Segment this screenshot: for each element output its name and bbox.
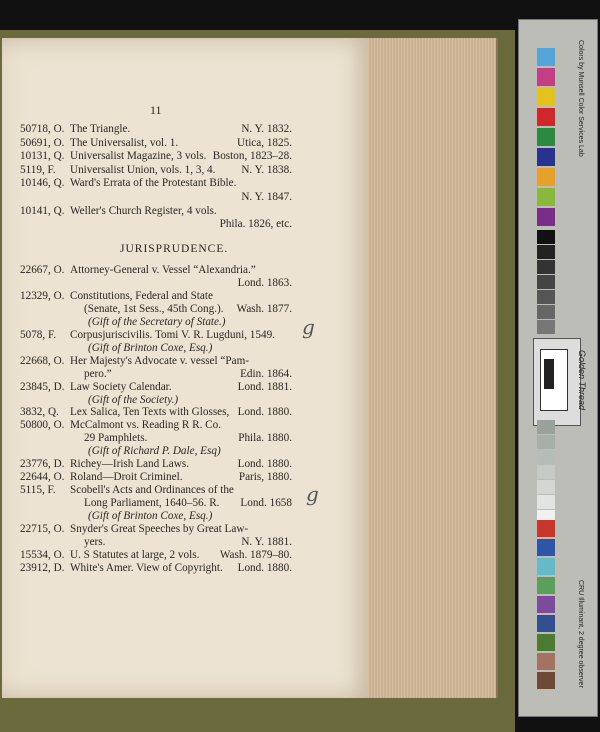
- color-swatch: [537, 558, 555, 575]
- color-swatch: [537, 148, 555, 166]
- color-swatch: [537, 128, 555, 146]
- entry-place-date: Paris, 1880.: [238, 471, 292, 484]
- page-number: 11: [150, 103, 162, 117]
- gray-step: [537, 450, 555, 464]
- entry-title: Weller's Church Register, 4 vols.: [70, 204, 217, 217]
- entry-id: 10141, Q.: [20, 204, 65, 217]
- entry-place-date: Lond. 1881.: [237, 380, 292, 393]
- color-swatch: [537, 672, 555, 689]
- color-swatch: [537, 68, 555, 86]
- entry-place-date: Utica, 1825.: [237, 136, 292, 149]
- entry-place-date: Boston, 1823–28.: [212, 150, 292, 163]
- entry-title: (Gift of Brinton Coxe, Esq.): [88, 341, 213, 354]
- entry-place-date: Wash. 1879–80.: [219, 548, 292, 561]
- color-swatch: [537, 88, 555, 106]
- entry-id: 50691, O.: [20, 136, 65, 149]
- entry-title: Richey—Irish Land Laws.: [70, 458, 189, 471]
- entry-title: The Triangle.: [70, 123, 131, 135]
- entry-title: (Senate, 1st Sess., 45th Cong.).: [84, 302, 224, 315]
- gray-step: [537, 275, 555, 289]
- gray-step: [537, 230, 555, 244]
- entry-place-date: Phila. 1826, etc.: [219, 218, 292, 231]
- entry-title: Roland—Droit Criminel.: [70, 471, 183, 484]
- entry-place-date: Lond. 1880.: [237, 458, 292, 471]
- entry-title: pero.”: [84, 367, 112, 380]
- entry-place-date: Lond. 1658: [240, 497, 292, 510]
- entry-place-date: Lond. 1880.: [237, 561, 292, 574]
- gray-step: [537, 435, 555, 449]
- card-text-upper: Colors by Munsell Color Services Lab: [577, 40, 584, 157]
- entry-title: Scobell's Acts and Ordinances of the: [70, 484, 234, 497]
- color-swatch: [537, 168, 555, 186]
- entry-id: 22667, O.: [20, 264, 65, 276]
- entry-place-date: Lond. 1863.: [237, 276, 292, 289]
- color-swatch: [537, 108, 555, 126]
- gray-step: [537, 245, 555, 259]
- entry-title: Lex Salica, Ten Texts with Glosses,: [70, 406, 230, 419]
- gray-step: [537, 260, 555, 274]
- entry-id: 22644, O.: [20, 471, 65, 484]
- entry-place-date: Edin. 1864.: [240, 367, 292, 380]
- entry-title: McCalmont vs. Reading R R. Co.: [70, 419, 222, 432]
- color-swatch: [537, 596, 555, 613]
- entry-title: (Gift of the Society.): [88, 393, 179, 406]
- color-swatch: [537, 539, 555, 556]
- color-swatch: [537, 615, 555, 632]
- entry-title: The Universalist, vol. 1.: [70, 136, 179, 149]
- entry-id: 3832, Q.: [20, 406, 59, 419]
- color-swatch: [537, 653, 555, 670]
- entry-title: Her Majesty's Advocate v. vessel “Pam-: [70, 354, 249, 367]
- entry-id: 50800, O.: [20, 419, 65, 432]
- entry-id: 5078, F.: [20, 328, 57, 341]
- gray-step: [537, 420, 555, 434]
- entry-id: 22715, O.: [20, 523, 65, 535]
- color-swatch: [537, 634, 555, 651]
- entry-place-date: Wash. 1877.: [236, 302, 292, 315]
- entry-id: 23912, D.: [20, 561, 65, 574]
- entry-title: Law Society Calendar.: [70, 380, 172, 393]
- entry-title: Snyder's Great Speeches by Great Law-: [70, 523, 249, 535]
- entry-id: 12329, O.: [20, 289, 65, 302]
- golden-thread-target: [533, 338, 581, 426]
- entry-id: 23776, D.: [20, 458, 65, 471]
- entry-place-date: Lond. 1880.: [237, 406, 292, 419]
- gray-step: [537, 320, 555, 334]
- gray-step: [537, 290, 555, 304]
- entry-title: (Gift of Brinton Coxe, Esq.): [88, 510, 213, 523]
- section-heading: JURISPRUDENCE.: [120, 243, 229, 255]
- entry-title: (Gift of Richard P. Dale, Esq): [88, 445, 221, 458]
- entry-title: Universalist Union, vols. 1, 3, 4.: [70, 163, 216, 176]
- entry-title: Corpusjuriscivilis. Tomi V. R. Lugduni, 1549.: [70, 328, 275, 341]
- entry-id: 50718, O.: [20, 123, 65, 135]
- entry-title: yers.: [84, 535, 106, 548]
- entry-title: (Gift of the Secretary of State.): [88, 315, 226, 328]
- color-swatch: [537, 188, 555, 206]
- entry-place-date: Phila. 1880.: [238, 432, 292, 445]
- entry-id: 10146, Q.: [20, 177, 65, 190]
- entry-title: 29 Pamphlets.: [84, 432, 148, 445]
- entry-id: 5119, F.: [20, 163, 56, 176]
- entry-title: White's Amer. View of Copyright.: [70, 561, 223, 574]
- entry-id: 5115, F.: [20, 484, 56, 497]
- gray-step: [537, 465, 555, 479]
- entry-id: 10131, Q.: [20, 150, 65, 163]
- card-text-lower: CRU Illuminant, 2 degree observer: [577, 580, 584, 688]
- entry-title: Ward's Errata of the Protestant Bible.: [70, 177, 237, 190]
- entry-title: Constitutions, Federal and State: [70, 289, 213, 302]
- entry-place-date: N. Y. 1881.: [241, 535, 292, 548]
- entry-title: Universalist Magazine, 3 vols.: [70, 150, 207, 163]
- entry-title: Attorney-General v. Vessel “Alexandria.”: [70, 264, 256, 276]
- gray-step: [537, 480, 555, 494]
- gray-step: [537, 495, 555, 509]
- margin-mark: g: [306, 482, 319, 506]
- entry-id: 22668, O.: [20, 354, 65, 367]
- entry-title: U. S Statutes at large, 2 vols.: [70, 548, 200, 561]
- color-swatch: [537, 208, 555, 226]
- entry-id: 15534, O.: [20, 548, 65, 561]
- entry-place-date: N. Y. 1838.: [241, 163, 292, 176]
- entry-id: 23845, D.: [20, 380, 65, 393]
- entry-title: Long Parliament, 1640–56. R.: [84, 497, 220, 510]
- color-swatch: [537, 48, 555, 66]
- color-calibration-card: [518, 19, 598, 717]
- color-swatch: [537, 520, 555, 537]
- entry-place-date: N. Y. 1847.: [241, 191, 292, 203]
- margin-mark: g: [302, 315, 315, 339]
- color-swatch: [537, 577, 555, 594]
- entry-place-date: N. Y. 1832.: [241, 123, 292, 135]
- gray-step: [537, 305, 555, 319]
- card-text-middle: Golden Thread: [577, 350, 587, 411]
- page-edges: [368, 38, 498, 698]
